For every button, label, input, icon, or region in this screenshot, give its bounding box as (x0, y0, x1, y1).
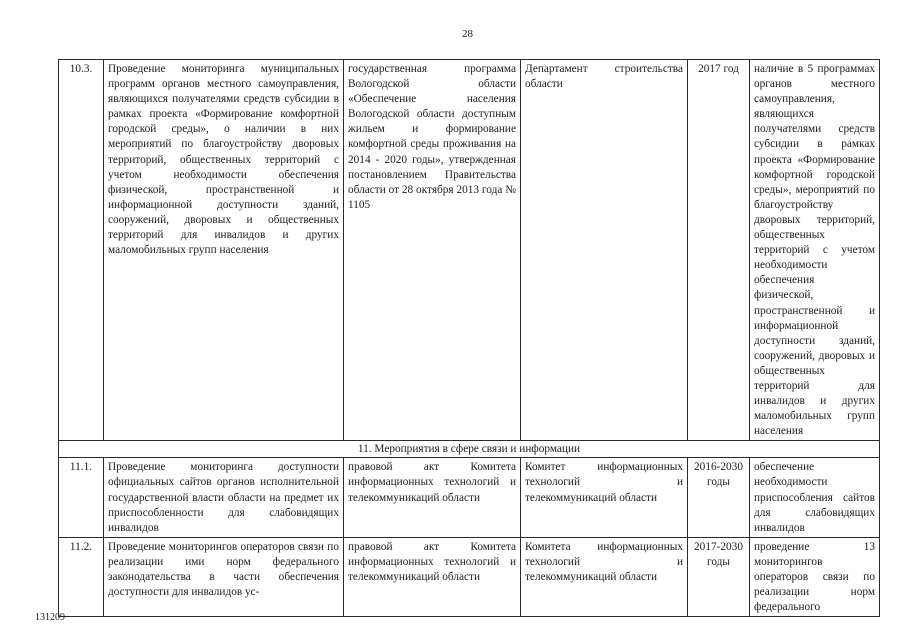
result-cell: обеспечение необходимости приспособления сайтов для слабовидящих инвалидов (750, 458, 880, 537)
table-row (59, 458, 880, 537)
executor-cell: Комитета информационных технологий и телекоммуникаций области (521, 537, 688, 616)
executor-cell: Комитет информационных технологий и телекоммуникаций области (521, 458, 688, 537)
basis-cell: государственная программа Вологодской области «Обеспечение населения Вологодской области доступным жильем и формирование комфортной среды проживания на 2014 - 2020 годы», утвержденная постановлением Правительства области от 28 октября 2013 года № 1105 (344, 60, 521, 441)
measures-table (58, 59, 880, 617)
page-number: 28 (462, 28, 473, 40)
footer-code: 131209 (35, 612, 65, 623)
activity-cell: Проведение мониторинга муниципальных программ органов местного самоуправления, являющихся получателями средств субсидии в рамках проекта «Формирование комфортной городской среды», о наличии в них мероприятий по благоустройству дворовых территорий, общественных территорий с учетом необходимости обеспечения физической, пространственной и информационной доступности зданий, сооружений, дворовых и общественных территорий для инвалидов и других маломобильных групп населения (104, 60, 344, 441)
section-row (59, 441, 880, 458)
term-cell: 2017 год (688, 60, 750, 441)
activity-cell: Проведение мониторингов операторов связи по реализации ими норм федерального законодательства в части обеспечения доступности для инвалидов ус- (104, 537, 344, 616)
row-number-cell: 10.3. (59, 60, 104, 441)
term-cell: 2016-2030 годы (688, 458, 750, 537)
executor-cell: Департамент строительства области (521, 60, 688, 441)
basis-cell: правовой акт Комитета информационных технологий и телекоммуникаций области (344, 537, 521, 616)
row-number-cell: 11.2. (59, 537, 104, 616)
term-cell: 2017-2030 годы (688, 537, 750, 616)
result-cell: проведение 13 мониторингов операторов связи по реализации норм федерального (750, 537, 880, 616)
result-cell: наличие в 5 программах органов местного самоуправления, являющихся получателями средств субсидии в рамках проекта «Формирование комфортной городской среды», мероприятий по благоустройству дворовых территорий, общественных территорий с учетом необходимости обеспечения физической, пространственной и информационной доступности зданий, сооружений, дворовых и общественных территорий для инвалидов и других маломобильных групп населения (750, 60, 880, 441)
table-row (59, 537, 880, 616)
section-heading: 11. Мероприятия в сфере связи и информации (59, 441, 880, 458)
row-number-cell: 11.1. (59, 458, 104, 537)
activity-cell: Проведение мониторинга доступности официальных сайтов органов исполнительной государственной власти области на предмет их приспособленности для слабовидящих инвалидов (104, 458, 344, 537)
basis-cell: правовой акт Комитета информационных технологий и телекоммуникаций области (344, 458, 521, 537)
table-row (59, 60, 880, 441)
